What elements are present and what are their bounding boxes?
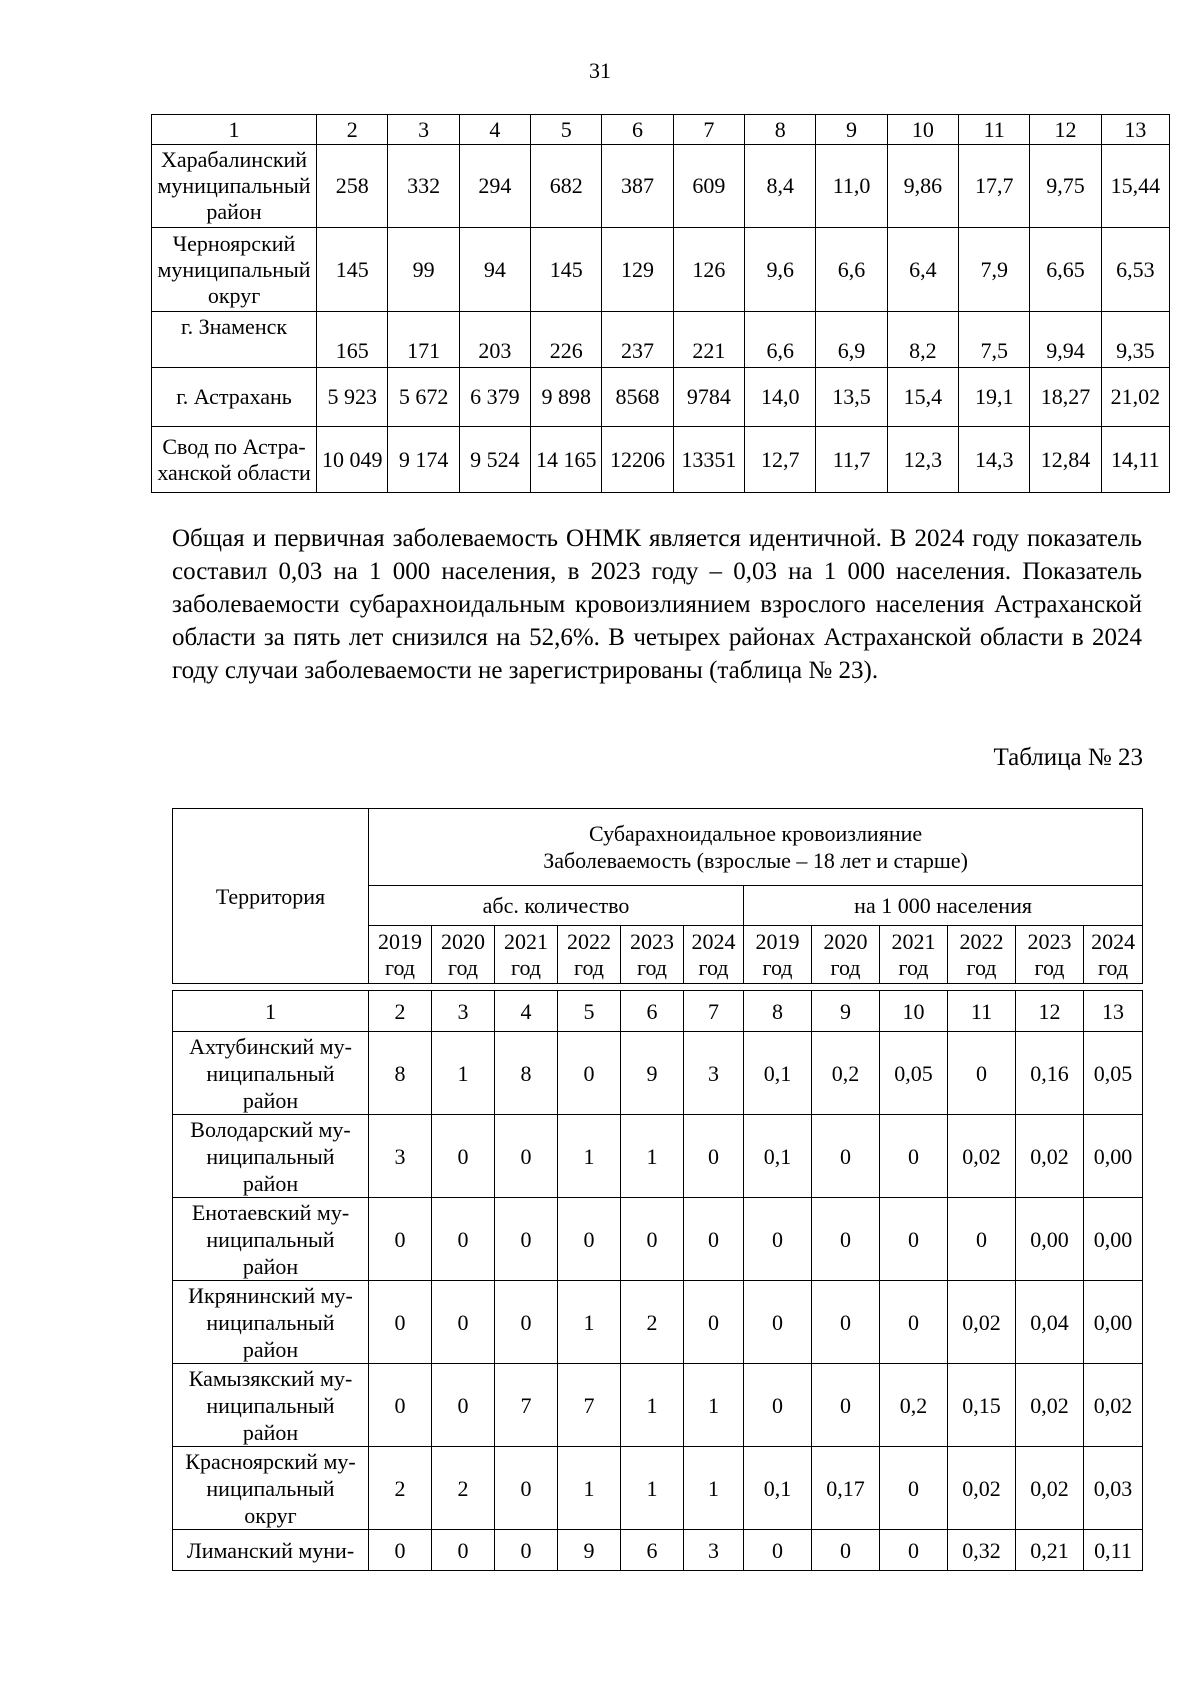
value-cell: 8,2 [887,312,958,368]
value-cell: 0 [812,1530,880,1571]
value-cell: 9 524 [459,427,530,493]
value-cell: 226 [531,312,602,368]
column-number: 5 [531,115,602,145]
value-cell: 0,02 [948,1447,1016,1530]
value-cell: 0,03 [1084,1447,1143,1530]
year-header: 2022 год [948,926,1016,984]
value-cell: 0,05 [880,1032,948,1115]
column-number: 7 [684,991,744,1032]
territory-cell: Черноярский муниципальный округ [152,228,317,312]
value-cell: 14,0 [745,368,816,427]
table-title-line2: Заболеваемость (взрослые – 18 лет и старше) [543,848,968,873]
value-cell: 0,2 [880,1364,948,1447]
value-cell: 9784 [673,368,744,427]
value-cell: 0,1 [744,1115,812,1198]
year-header: 2021 год [495,926,558,984]
year-header: 2024 год [684,926,744,984]
value-cell: 6 379 [459,368,530,427]
year-header: 2019 год [744,926,812,984]
value-cell: 6,65 [1030,228,1101,312]
value-cell: 94 [459,228,530,312]
value-cell: 8 [369,1032,432,1115]
value-cell: 19,1 [959,368,1030,427]
value-cell: 0 [684,1115,744,1198]
value-cell: 0,1 [744,1447,812,1530]
value-cell: 7 [495,1364,558,1447]
table-row [173,1032,1143,1115]
value-cell: 145 [317,228,388,312]
table-title-line1: Субарахноидальное кровоизлияние [588,821,923,846]
year-header: 2020 год [812,926,880,984]
body-paragraph: Общая и первичная заболеваемость ОНМК является идентичной. В 2024 году показатель составил 0,03 на 1 000 населения, в 2023 году – 0,03 на 1 000 населения. Показатель заболеваемости субарахноидальным кровоизлиянием взрослого населения Астраханской области за пять лет снизился на 52,6%. В четырех районах Астраханской области в 2024 году случаи заболеваемости не зарегистрированы (таблица № 23). [172,525,1142,684]
value-cell: 0,00 [1016,1198,1084,1281]
table-row [152,228,1170,312]
value-cell: 0 [495,1530,558,1571]
value-cell: 12206 [602,427,673,493]
value-cell: 21,02 [1101,368,1169,427]
column-number: 11 [948,991,1016,1032]
year-header: 2023 год [1016,926,1084,984]
table-row [173,1364,1143,1447]
value-cell: 0 [812,1281,880,1364]
value-cell: 0 [880,1447,948,1530]
value-cell: 0 [495,1115,558,1198]
value-cell: 18,27 [1030,368,1101,427]
group-header-rate: на 1 000 населения [744,886,1143,926]
value-cell: 0,00 [1084,1281,1143,1364]
value-cell: 0 [432,1198,495,1281]
column-number: 4 [459,115,530,145]
table-header-row [173,991,1143,1032]
value-cell: 165 [317,312,388,368]
value-cell: 0 [432,1115,495,1198]
value-cell: 8568 [602,368,673,427]
value-cell: 14,3 [959,427,1030,493]
value-cell: 0 [880,1281,948,1364]
value-cell: 5 923 [317,368,388,427]
value-cell: 0 [948,1198,1016,1281]
value-cell: 3 [684,1032,744,1115]
value-cell: 17,7 [959,145,1030,228]
value-cell: 0,17 [812,1447,880,1530]
value-cell: 0 [369,1281,432,1364]
value-cell: 203 [459,312,530,368]
value-cell: 13351 [673,427,744,493]
territory-cell: Енотаевский му- ниципальный район [173,1198,369,1281]
value-cell: 0 [495,1281,558,1364]
page-number: 31 [589,58,611,83]
value-cell: 0,02 [948,1281,1016,1364]
value-cell: 9 [621,1032,684,1115]
territory-cell: Свод по Астра- ханской области [152,427,317,493]
territory-cell: Икрянинский му- ниципальный район [173,1281,369,1364]
value-cell: 9 898 [531,368,602,427]
value-cell: 0,04 [1016,1281,1084,1364]
value-cell: 0,1 [744,1032,812,1115]
year-header: 2024 год [1084,926,1143,984]
value-cell: 9,6 [745,228,816,312]
value-cell: 8,4 [745,145,816,228]
territory-cell: г. Знаменск [152,312,317,368]
value-cell: 0 [495,1447,558,1530]
value-cell: 221 [673,312,744,368]
value-cell: 0 [558,1032,621,1115]
column-number: 1 [173,991,369,1032]
value-cell: 0,16 [1016,1032,1084,1115]
column-number: 12 [1016,991,1084,1032]
value-cell: 0 [744,1530,812,1571]
value-cell: 294 [459,145,530,228]
value-cell: 0 [812,1115,880,1198]
column-number: 8 [744,991,812,1032]
value-cell: 0 [495,1198,558,1281]
value-cell: 145 [531,228,602,312]
value-cell: 15,44 [1101,145,1169,228]
year-header: 2021 год [880,926,948,984]
value-cell: 0 [684,1198,744,1281]
morbidity-table-continued [151,114,1170,493]
value-cell: 99 [388,228,459,312]
column-number: 6 [621,991,684,1032]
sah-table-body [172,990,1143,1571]
value-cell: 387 [602,145,673,228]
value-cell: 9 [558,1530,621,1571]
value-cell: 0 [948,1032,1016,1115]
value-cell: 0 [432,1364,495,1447]
value-cell: 6,53 [1101,228,1169,312]
year-header: 2022 год [558,926,621,984]
value-cell: 258 [317,145,388,228]
value-cell: 1 [621,1115,684,1198]
value-cell: 5 672 [388,368,459,427]
value-cell: 6,9 [816,312,887,368]
sah-table-header [172,808,1143,984]
value-cell: 9,35 [1101,312,1169,368]
table-header-row [152,115,1170,145]
value-cell: 10 049 [317,427,388,493]
value-cell: 0,2 [812,1032,880,1115]
value-cell: 129 [602,228,673,312]
value-cell: 0,02 [1084,1364,1143,1447]
value-cell: 1 [432,1032,495,1115]
column-number: 8 [745,115,816,145]
value-cell: 9,75 [1030,145,1101,228]
territory-cell: Лиманский муни- [173,1530,369,1571]
value-cell: 6,6 [745,312,816,368]
value-cell: 7,9 [959,228,1030,312]
value-cell: 9,86 [887,145,958,228]
value-cell: 2 [432,1447,495,1530]
table-caption: Таблица № 23 [993,744,1143,771]
territory-cell: Ахтубинский му- ниципальный район [173,1032,369,1115]
value-cell: 2 [621,1281,684,1364]
column-number: 3 [432,991,495,1032]
column-number: 6 [602,115,673,145]
value-cell: 0,02 [1016,1364,1084,1447]
value-cell: 13,5 [816,368,887,427]
value-cell: 0 [621,1198,684,1281]
value-cell: 14 165 [531,427,602,493]
column-number: 5 [558,991,621,1032]
value-cell: 0,00 [1084,1198,1143,1281]
value-cell: 14,11 [1101,427,1169,493]
value-cell: 12,7 [745,427,816,493]
territory-cell: Харабалинский муниципальный район [152,145,317,228]
value-cell: 0 [744,1281,812,1364]
value-cell: 0,05 [1084,1032,1143,1115]
value-cell: 0,32 [948,1530,1016,1571]
value-cell: 0,15 [948,1364,1016,1447]
value-cell: 12,3 [887,427,958,493]
column-number: 9 [812,991,880,1032]
table-row [152,312,1170,368]
value-cell: 0 [432,1530,495,1571]
value-cell: 8 [495,1032,558,1115]
table-row [152,427,1170,493]
group-header-absolute: абс. количество [369,886,744,926]
value-cell: 11,7 [816,427,887,493]
territory-cell: г. Астрахань [152,368,317,427]
value-cell: 0 [558,1198,621,1281]
table-title-cell [369,809,1143,886]
territory-cell: Камызякский му- ниципальный район [173,1364,369,1447]
value-cell: 9,94 [1030,312,1101,368]
value-cell: 0,02 [948,1115,1016,1198]
value-cell: 1 [621,1364,684,1447]
column-number: 10 [880,991,948,1032]
value-cell: 3 [684,1530,744,1571]
column-number: 11 [959,115,1030,145]
value-cell: 12,84 [1030,427,1101,493]
value-cell: 0,02 [1016,1447,1084,1530]
table-row [173,1447,1143,1530]
value-cell: 0 [812,1364,880,1447]
column-number: 12 [1030,115,1101,145]
year-header: 2019 год [369,926,432,984]
value-cell: 237 [602,312,673,368]
column-number: 13 [1101,115,1169,145]
value-cell: 0 [369,1364,432,1447]
table-row [152,145,1170,228]
value-cell: 682 [531,145,602,228]
value-cell: 7,5 [959,312,1030,368]
value-cell: 0,00 [1084,1115,1143,1198]
value-cell: 15,4 [887,368,958,427]
value-cell: 0 [369,1530,432,1571]
value-cell: 6,4 [887,228,958,312]
value-cell: 0,11 [1084,1530,1143,1571]
value-cell: 1 [558,1447,621,1530]
value-cell: 2 [369,1447,432,1530]
value-cell: 0 [880,1198,948,1281]
value-cell: 9 174 [388,427,459,493]
value-cell: 0 [369,1198,432,1281]
value-cell: 0 [812,1198,880,1281]
value-cell: 0 [880,1115,948,1198]
column-number: 1 [152,115,317,145]
table-row [173,1530,1143,1571]
value-cell: 0 [432,1281,495,1364]
value-cell: 0 [744,1198,812,1281]
column-number: 2 [369,991,432,1032]
table-row [173,1198,1143,1281]
value-cell: 1 [558,1281,621,1364]
value-cell: 609 [673,145,744,228]
value-cell: 3 [369,1115,432,1198]
value-cell: 332 [388,145,459,228]
territory-cell: Красноярский му- ниципальный округ [173,1447,369,1530]
value-cell: 1 [558,1115,621,1198]
value-cell: 6,6 [816,228,887,312]
value-cell: 171 [388,312,459,368]
column-number: 4 [495,991,558,1032]
value-cell: 7 [558,1364,621,1447]
value-cell: 0 [684,1281,744,1364]
column-number: 9 [816,115,887,145]
value-cell: 6 [621,1530,684,1571]
value-cell: 0,21 [1016,1530,1084,1571]
value-cell: 1 [621,1447,684,1530]
value-cell: 0 [880,1530,948,1571]
value-cell: 1 [684,1447,744,1530]
table-row [152,368,1170,427]
value-cell: 1 [684,1364,744,1447]
year-header: 2020 год [432,926,495,984]
table-row [173,1115,1143,1198]
value-cell: 11,0 [816,145,887,228]
territory-header: Территория [173,809,369,984]
column-number: 3 [388,115,459,145]
column-number: 2 [317,115,388,145]
table-row [173,1281,1143,1364]
value-cell: 0 [744,1364,812,1447]
year-header: 2023 год [621,926,684,984]
value-cell: 0,02 [1016,1115,1084,1198]
column-number: 10 [887,115,958,145]
value-cell: 126 [673,228,744,312]
column-number: 13 [1084,991,1143,1032]
column-number: 7 [673,115,744,145]
territory-cell: Володарский му- ниципальный район [173,1115,369,1198]
